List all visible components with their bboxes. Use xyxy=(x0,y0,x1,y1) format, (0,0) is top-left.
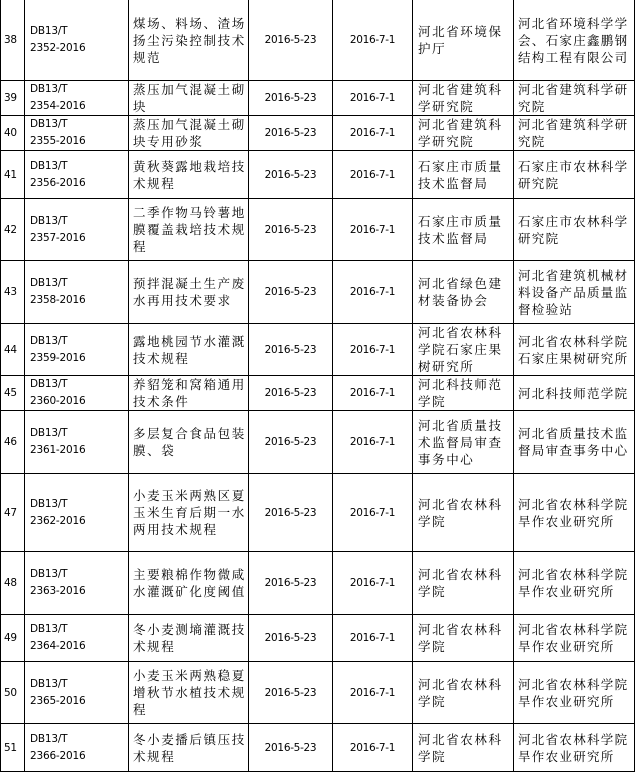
drafting-organization: 石家庄市农林科学研究院 xyxy=(514,199,635,261)
proposing-organization: 石家庄市质量技术监督局 xyxy=(413,151,514,199)
row-number: 41 xyxy=(1,151,25,199)
standard-name: 多层复合食品包装膜、袋 xyxy=(129,411,249,474)
standard-code xyxy=(25,0,129,81)
proposing-organization: 石家庄市质量技术监督局 xyxy=(413,199,514,261)
effective-date: 2016-7-1 xyxy=(333,376,413,411)
standard-code xyxy=(25,376,129,411)
issue-date: 2016-5-23 xyxy=(249,615,333,662)
standard-name: 主要粮棉作物微咸水灌溉矿化度阈值 xyxy=(129,552,249,615)
issue-date: 2016-5-23 xyxy=(249,474,333,552)
proposing-organization: 河北省农林科学院 xyxy=(413,662,514,724)
issue-date: 2016-5-23 xyxy=(249,662,333,724)
drafting-organization: 河北省农林科学院旱作农业研究所 xyxy=(514,615,635,662)
table-row xyxy=(1,662,635,724)
issue-date: 2016-5-23 xyxy=(249,411,333,474)
standard-name: 冬小麦播后镇压技术规程 xyxy=(129,724,249,772)
table-row xyxy=(1,151,635,199)
table-row xyxy=(1,0,635,81)
table-body xyxy=(1,0,635,772)
issue-date: 2016-5-23 xyxy=(249,151,333,199)
proposing-organization: 河北省农林科学院 xyxy=(413,552,514,615)
standard-code-prefix: DB13/T xyxy=(30,378,68,390)
drafting-organization: 河北省农林科学院石家庄果树研究所 xyxy=(514,324,635,376)
issue-date: 2016-5-23 xyxy=(249,116,333,151)
table-row xyxy=(1,615,635,662)
row-number: 51 xyxy=(1,724,25,772)
issue-date: 2016-5-23 xyxy=(249,0,333,81)
standard-code-prefix: DB13/T xyxy=(30,334,68,347)
standard-code-number: 2355-2016 xyxy=(30,135,86,147)
issue-date: 2016-5-23 xyxy=(249,724,333,772)
standard-name: 冬小麦测墒灌溉技术规程 xyxy=(129,615,249,662)
effective-date: 2016-7-1 xyxy=(333,411,413,474)
row-number: 43 xyxy=(1,261,25,324)
proposing-organization: 河北省农林科学院 xyxy=(413,724,514,772)
standard-code-prefix: DB13/T xyxy=(30,118,68,130)
issue-date: 2016-5-23 xyxy=(249,324,333,376)
row-number: 39 xyxy=(1,81,25,116)
issue-date: 2016-5-23 xyxy=(249,552,333,615)
table-row xyxy=(1,724,635,772)
row-number: 40 xyxy=(1,116,25,151)
effective-date: 2016-7-1 xyxy=(333,261,413,324)
standard-code-number: 2357-2016 xyxy=(30,231,86,244)
standard-code-number: 2354-2016 xyxy=(30,100,86,112)
standard-code xyxy=(25,261,129,324)
standard-name: 小麦玉米两熟区夏玉米生育后期一水两用技术规程 xyxy=(129,474,249,552)
effective-date: 2016-7-1 xyxy=(333,662,413,724)
proposing-organization: 河北省农林科学院 xyxy=(413,615,514,662)
proposing-organization: 河北省质量技术监督局审查事务中心 xyxy=(413,411,514,474)
standard-code xyxy=(25,552,129,615)
table-row xyxy=(1,474,635,552)
table-row xyxy=(1,411,635,474)
row-number: 38 xyxy=(1,0,25,81)
row-number: 46 xyxy=(1,411,25,474)
standard-name: 预拌混凝土生产废水再用技术要求 xyxy=(129,261,249,324)
standard-code-prefix: DB13/T xyxy=(30,159,68,172)
standard-code-prefix: DB13/T xyxy=(30,83,68,95)
standard-code-prefix: DB13/T xyxy=(30,214,68,227)
standard-code xyxy=(25,474,129,552)
issue-date: 2016-5-23 xyxy=(249,199,333,261)
effective-date: 2016-7-1 xyxy=(333,0,413,81)
standard-name: 露地桃园节水灌溉技术规程 xyxy=(129,324,249,376)
standard-code-prefix: DB13/T xyxy=(30,427,68,439)
table-row xyxy=(1,81,635,116)
standard-code-number: 2361-2016 xyxy=(30,444,86,456)
row-number: 50 xyxy=(1,662,25,724)
drafting-organization: 石家庄市农林科学研究院 xyxy=(514,151,635,199)
effective-date: 2016-7-1 xyxy=(333,474,413,552)
table-row xyxy=(1,324,635,376)
row-number: 45 xyxy=(1,376,25,411)
standard-code-number: 2362-2016 xyxy=(30,514,86,527)
issue-date: 2016-5-23 xyxy=(249,376,333,411)
proposing-organization: 河北科技师范学院 xyxy=(413,376,514,411)
standard-code xyxy=(25,151,129,199)
standard-code-number: 2360-2016 xyxy=(30,395,86,407)
standard-code-number: 2352-2016 xyxy=(30,42,86,54)
row-number: 48 xyxy=(1,552,25,615)
standard-code-number: 2363-2016 xyxy=(30,585,86,597)
standard-code xyxy=(25,324,129,376)
standard-name: 小麦玉米两熟稳夏增秋节水植技术规程 xyxy=(129,662,249,724)
proposing-organization: 河北省环境保护厅 xyxy=(413,0,514,81)
effective-date: 2016-7-1 xyxy=(333,199,413,261)
table-row xyxy=(1,376,635,411)
standard-name: 黄秋葵露地栽培技术规程 xyxy=(129,151,249,199)
standard-code-number: 2366-2016 xyxy=(30,749,86,762)
drafting-organization: 河北省农林科学院旱作农业研究所 xyxy=(514,662,635,724)
standard-code-prefix: DB13/T xyxy=(30,623,68,635)
proposing-organization: 河北省建筑科学研究院 xyxy=(413,81,514,116)
standard-name: 养貂笼和窝箱通用技术条件 xyxy=(129,376,249,411)
standard-code-number: 2359-2016 xyxy=(30,351,86,364)
standard-code-prefix: DB13/T xyxy=(30,677,68,690)
table-row xyxy=(1,552,635,615)
row-number: 42 xyxy=(1,199,25,261)
standard-name: 二季作物马铃薯地膜覆盖栽培技术规程 xyxy=(129,199,249,261)
standard-code xyxy=(25,724,129,772)
table-row xyxy=(1,261,635,324)
effective-date: 2016-7-1 xyxy=(333,116,413,151)
standard-name: 煤场、料场、渣场扬尘污染控制技术规范 xyxy=(129,0,249,81)
table-row xyxy=(1,199,635,261)
standard-code-prefix: DB13/T xyxy=(30,497,68,510)
proposing-organization: 河北省农林科学院石家庄果树研究所 xyxy=(413,324,514,376)
standard-code-prefix: DB13/T xyxy=(30,732,68,745)
standard-code xyxy=(25,116,129,151)
standard-code xyxy=(25,615,129,662)
effective-date: 2016-7-1 xyxy=(333,324,413,376)
effective-date: 2016-7-1 xyxy=(333,615,413,662)
row-number: 47 xyxy=(1,474,25,552)
standard-code xyxy=(25,199,129,261)
drafting-organization: 河北省质量技术监督局审查事务中心 xyxy=(514,411,635,474)
drafting-organization: 河北省农林科学院旱作农业研究所 xyxy=(514,474,635,552)
drafting-organization: 河北科技师范学院 xyxy=(514,376,635,411)
drafting-organization: 河北省建筑科学研究院 xyxy=(514,81,635,116)
standard-code xyxy=(25,411,129,474)
issue-date: 2016-5-23 xyxy=(249,81,333,116)
standard-code-number: 2364-2016 xyxy=(30,640,86,652)
drafting-organization: 河北省农林科学院旱作农业研究所 xyxy=(514,724,635,772)
row-number: 49 xyxy=(1,615,25,662)
proposing-organization: 河北省建筑科学研究院 xyxy=(413,116,514,151)
effective-date: 2016-7-1 xyxy=(333,552,413,615)
drafting-organization: 河北省建筑科学研究院 xyxy=(514,116,635,151)
effective-date: 2016-7-1 xyxy=(333,151,413,199)
drafting-organization: 河北省建筑机械材料设备产品质量监督检验站 xyxy=(514,261,635,324)
standard-code-prefix: DB13/T xyxy=(30,277,68,289)
standard-code xyxy=(25,81,129,116)
effective-date: 2016-7-1 xyxy=(333,724,413,772)
issue-date: 2016-5-23 xyxy=(249,261,333,324)
drafting-organization: 河北省环境科学学会、石家庄鑫鹏钢结构工程有限公司 xyxy=(514,0,635,81)
drafting-organization: 河北省农林科学院旱作农业研究所 xyxy=(514,552,635,615)
standard-code-prefix: DB13/T xyxy=(30,568,68,580)
row-number: 44 xyxy=(1,324,25,376)
standard-name: 蒸压加气混凝土砌块 xyxy=(129,81,249,116)
table-row xyxy=(1,116,635,151)
proposing-organization: 河北省绿色建材装备协会 xyxy=(413,261,514,324)
standard-code-number: 2358-2016 xyxy=(30,294,86,306)
standard-code-number: 2356-2016 xyxy=(30,176,86,189)
effective-date: 2016-7-1 xyxy=(333,81,413,116)
standard-name: 蒸压加气混凝土砌块专用砂浆 xyxy=(129,116,249,151)
standard-code-prefix: DB13/T xyxy=(30,25,68,37)
standard-code xyxy=(25,662,129,724)
proposing-organization: 河北省农林科学院 xyxy=(413,474,514,552)
standard-code-number: 2365-2016 xyxy=(30,694,86,707)
